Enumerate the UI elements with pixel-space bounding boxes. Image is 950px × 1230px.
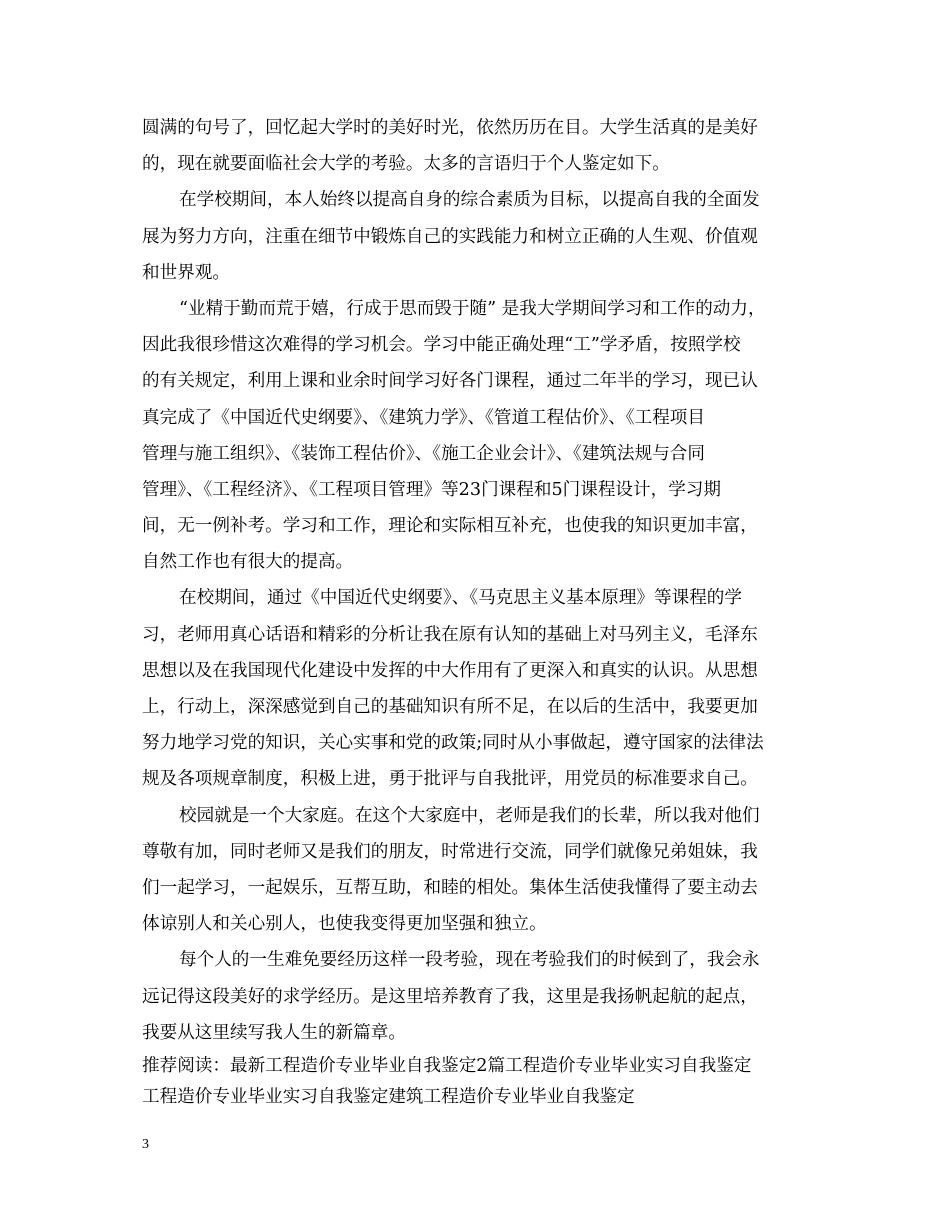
text-line: 间，无一例补考。学习和工作，理论和实际相互补充，也使我的知识更加丰富， [142, 516, 758, 537]
text-line: 习，老师用真心话语和精彩的分析让我在原有认知的基础上对马列主义，毛泽东 [142, 624, 758, 645]
text-line: 规及各项规章制度，积极上进，勇于批评与自我批评，用党员的标准要求自己。 [142, 769, 758, 790]
text-line: 因此我很珍惜这次难得的学习机会。学习中能正确处理“工”学矛盾，按照学校 [142, 335, 741, 356]
text-line: 思想以及在我国现代化建设中发挥的中大作用有了更深入和真实的认识。从思想 [142, 660, 758, 681]
text-line: 们一起学习，一起娱乐，互帮互助，和睦的相处。集体生活使我懂得了要主动去 [142, 877, 758, 898]
recommended-reading-line: 推荐阅读：最新工程造价专业毕业自我鉴定2篇工程造价专业毕业实习自我鉴定 [142, 1055, 752, 1076]
text-line: 我要从这里续写我人生的新篇章。 [142, 1022, 406, 1043]
page-number: 3 [142, 1137, 149, 1152]
text-line: 的有关规定，利用上课和业余时间学习好各门课程，通过二年半的学习，现已认 [142, 371, 758, 392]
text-line: 上，行动上，深深感觉到自己的基础知识有所不足，在以后的生活中，我要更加 [142, 697, 758, 717]
text-line: 的，现在就要面临社会大学的考验。太多的言语归于个人鉴定如下。 [142, 154, 670, 175]
paragraph-start-line: “业精于勤而荒于嬉，行成于思而毁于随” 是我大学期间学习和工作的动力， [179, 298, 766, 319]
body-text [142, 110, 832, 1113]
text-line: 展为努力方向，注重在细节中锻炼自己的实践能力和树立正确的人生观、价值观 [142, 226, 758, 247]
paragraph-start-line: 校园就是一个大家庭。在这个大家庭中，老师是我们的长辈，所以我对他们 [179, 805, 760, 826]
text-line: 真完成了《中国近代史纲要》、《建筑力学》、《管道工程估价》、《工程项目 [142, 407, 705, 428]
text-line: 管理》、《工程经济》、《工程项目管理》等23门课程和5门课程设计，学习期 [142, 479, 721, 500]
text-line: 管理与施工组织》、《装饰工程估价》、《施工企业会计》、《建筑法规与合同 [142, 443, 705, 464]
paragraph-start-line: 每个人的一生难免要经历这样一段考验，现在考验我们的时候到了，我会永 [179, 950, 760, 971]
recommended-reading-line: 工程造价专业毕业实习自我鉴定建筑工程造价专业毕业自我鉴定 [142, 1086, 635, 1107]
text-line: 尊敬有加，同时老师又是我们的朋友，时常进行交流，同学们就像兄弟姐妹，我 [142, 841, 758, 862]
text-line: 远记得这段美好的求学经历。是这里培养教育了我，这里是我扬帆起航的起点， [142, 986, 758, 1007]
text-line: 自然工作也有很大的提高。 [142, 552, 354, 573]
paragraph-start-line: 在校期间，通过《中国近代史纲要》、《马克思主义基本原理》等课程的学 [179, 588, 742, 609]
text-line: 圆满的句号了，回忆起大学时的美好时光，依然历历在目。大学生活真的是美好 [142, 118, 758, 138]
text-line: 努力地学习党的知识，关心实事和党的政策;同时从小事做起，遵守国家的法律法 [142, 733, 764, 754]
paragraph-start-line: 在学校期间，本人始终以提高自身的综合素质为目标，以提高自我的全面发 [179, 190, 760, 211]
text-line: 体谅别人和关心别人，也使我变得更加坚强和独立。 [142, 914, 547, 935]
text-line: 和世界观。 [142, 262, 230, 283]
